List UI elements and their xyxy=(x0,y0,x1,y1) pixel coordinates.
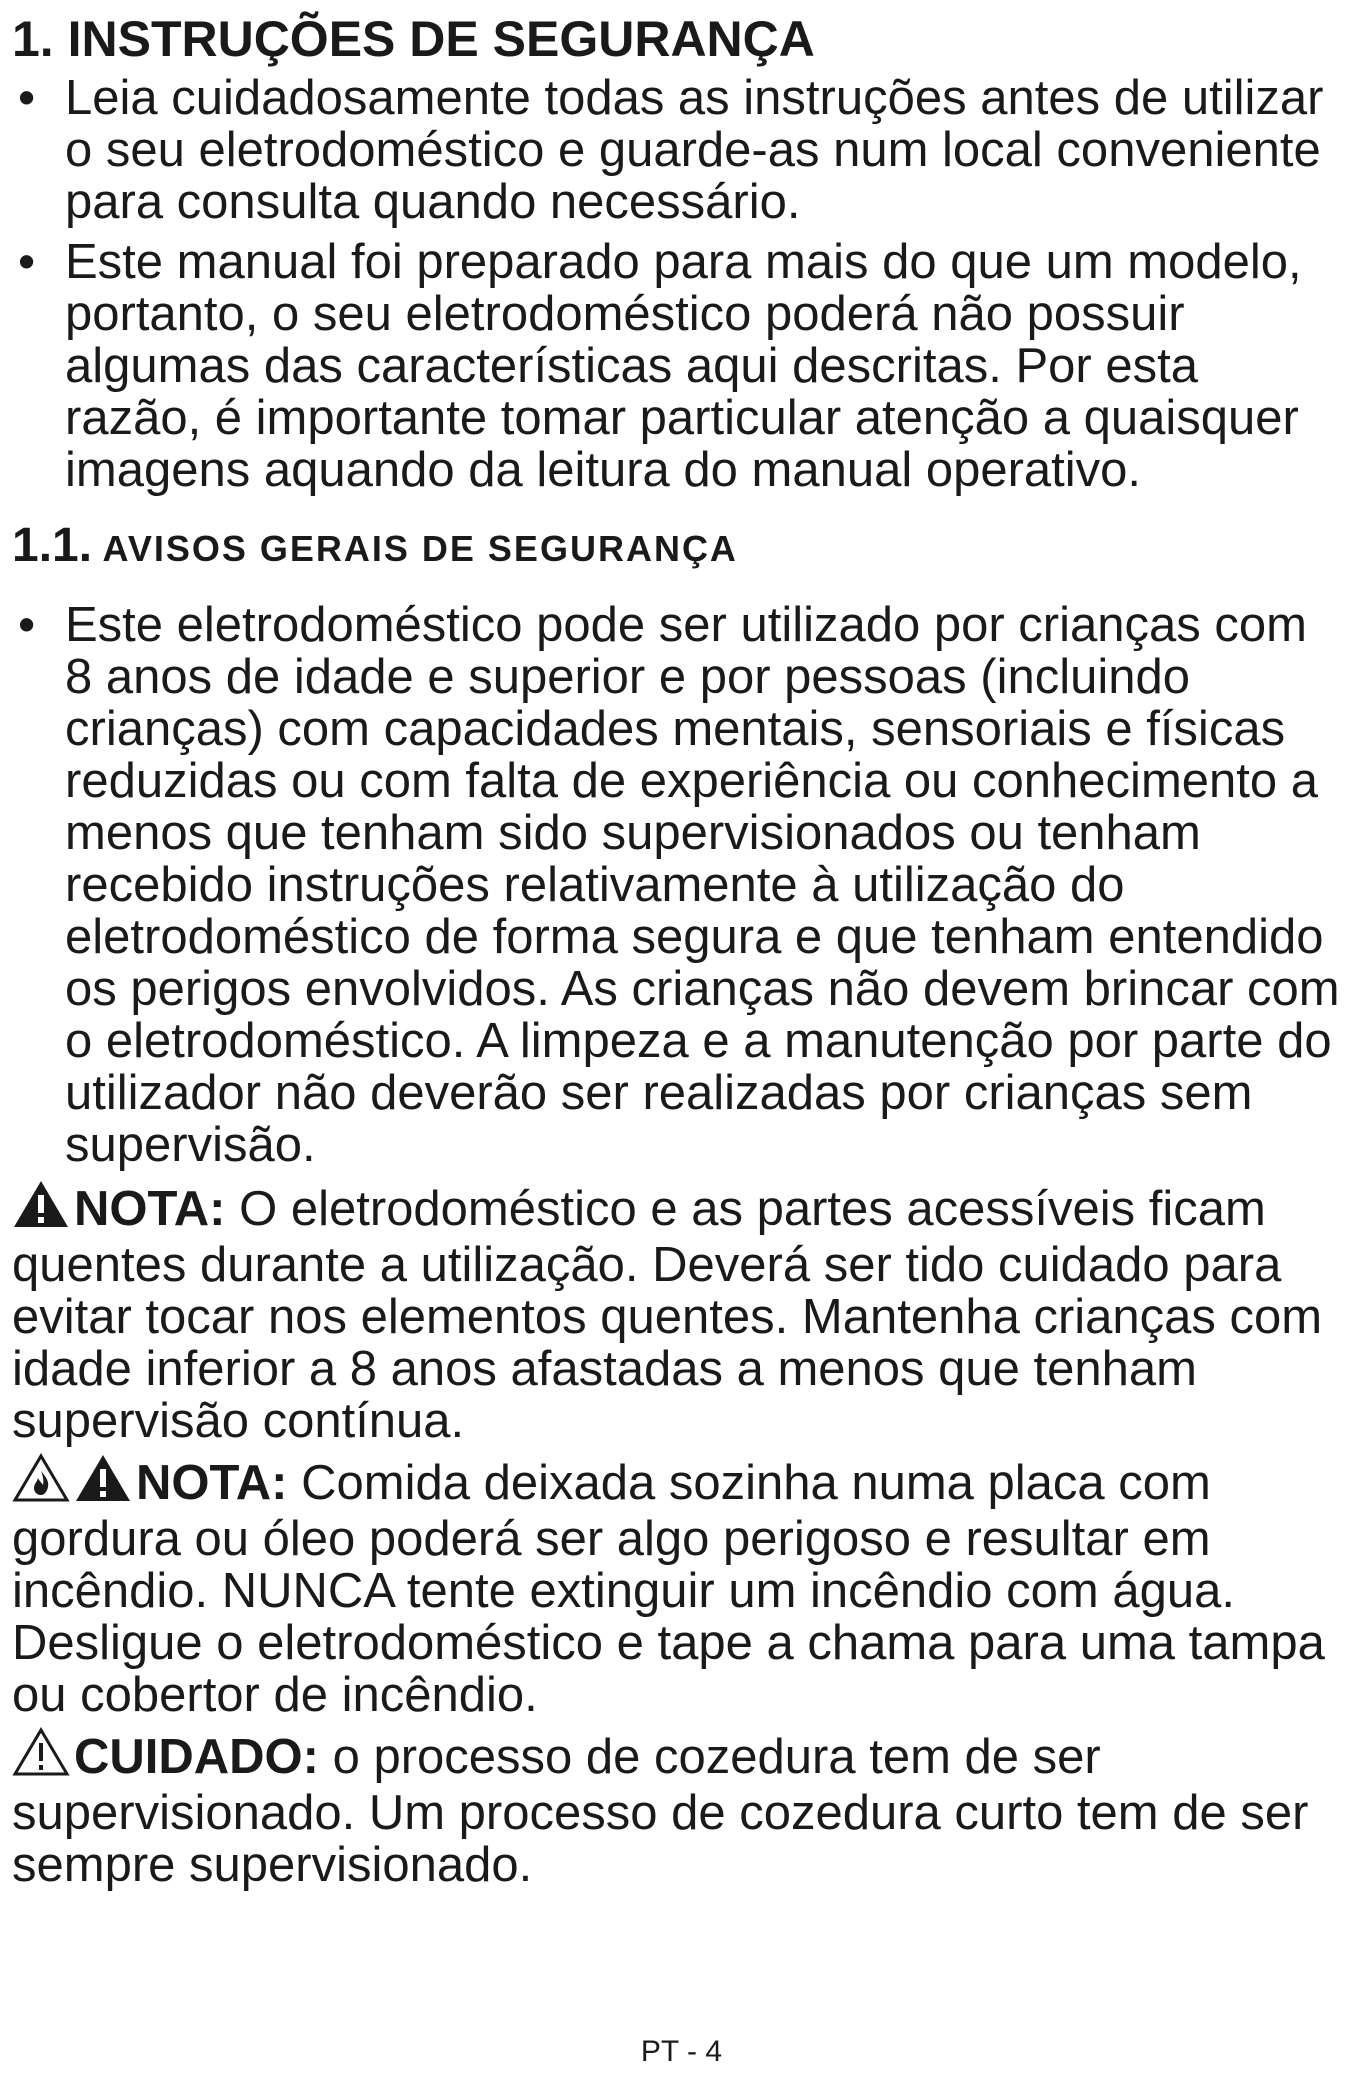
note-text: Comida deixada sozinha numa placa com gordura ou óleo poderá ser algo perigoso e resultar em incêndio. NUNCA tente extinguir um incêndio com água. Desligue o eletrodoméstico e tape a chama para uma tampa ou cobertor de incêndio. xyxy=(12,1456,1325,1722)
note-label: CUIDADO: xyxy=(74,1730,319,1784)
note-text: o processo de cozedura tem de ser supervisionado. Um processo de cozedura curto tem de ser sempre supervisionado. xyxy=(12,1730,1309,1892)
note-supervision xyxy=(12,1727,1347,1891)
note-label: NOTA: xyxy=(74,1182,226,1236)
note-label: NOTA: xyxy=(136,1456,288,1510)
bullet-dot: • xyxy=(18,598,36,652)
note-fire-hazard xyxy=(12,1453,1347,1721)
page-number: PT - 4 xyxy=(640,2035,723,2068)
warning-outline-icon xyxy=(12,1727,70,1787)
list-item-text: Leia cuidadosamente todas as instruções antes de utilizar o seu eletrodoméstico e guarde-as num local conveniente para consulta quando necessário. xyxy=(65,71,1324,229)
list-item xyxy=(12,599,1347,1171)
bullet-dot: • xyxy=(18,71,36,125)
note-text: O eletrodoméstico e as partes acessíveis ficam quentes durante a utilização. Deverá ser tido cuidado para evitar tocar nos elementos quentes. Mantenha crianças com idade inferior a 8 anos afastadas a menos que tenham supervisão contínua. xyxy=(12,1182,1323,1448)
subsection-number: 1.1. xyxy=(12,519,93,572)
bullet-dot: • xyxy=(18,235,36,289)
warning-filled-icon xyxy=(12,1179,70,1239)
subsection-heading xyxy=(12,518,1347,585)
fire-warning-icon xyxy=(12,1453,70,1513)
list-item-text: Este manual foi preparado para mais do que um modelo, portanto, o seu eletrodoméstico poderá não possuir algumas das características aqui descritas. Por esta razão, é importante tomar particular atenção a quaisquer imagens aquando da leitura do manual operativo. xyxy=(65,235,1302,497)
note-hot-surfaces xyxy=(12,1179,1347,1447)
list-item-text: Este eletrodoméstico pode ser utilizado por crianças com 8 anos de idade e superior e por pessoas (incluindo crianças) com capacidades mentais, sensoriais e físicas reduzidas ou com falta de experiência ou conhecimento a menos que tenham sido supervisionados ou tenham recebido instruções relativamente à utilização do eletrodoméstico de forma segura e que tenham entendido os perigos envolvidos. As crianças não devem brincar com o eletrodoméstico. A limpeza e a manutenção por parte do utilizador não deverão ser realizadas por crianças sem supervisão. xyxy=(65,598,1340,1172)
section-title: 1. INSTRUÇÕES DE SEGURANÇA xyxy=(12,11,815,67)
list-item xyxy=(12,236,1347,496)
warning-filled-icon xyxy=(74,1453,132,1513)
subsection-title: AVISOS GERAIS DE SEGURANÇA xyxy=(102,528,738,569)
list-item xyxy=(12,72,1347,228)
